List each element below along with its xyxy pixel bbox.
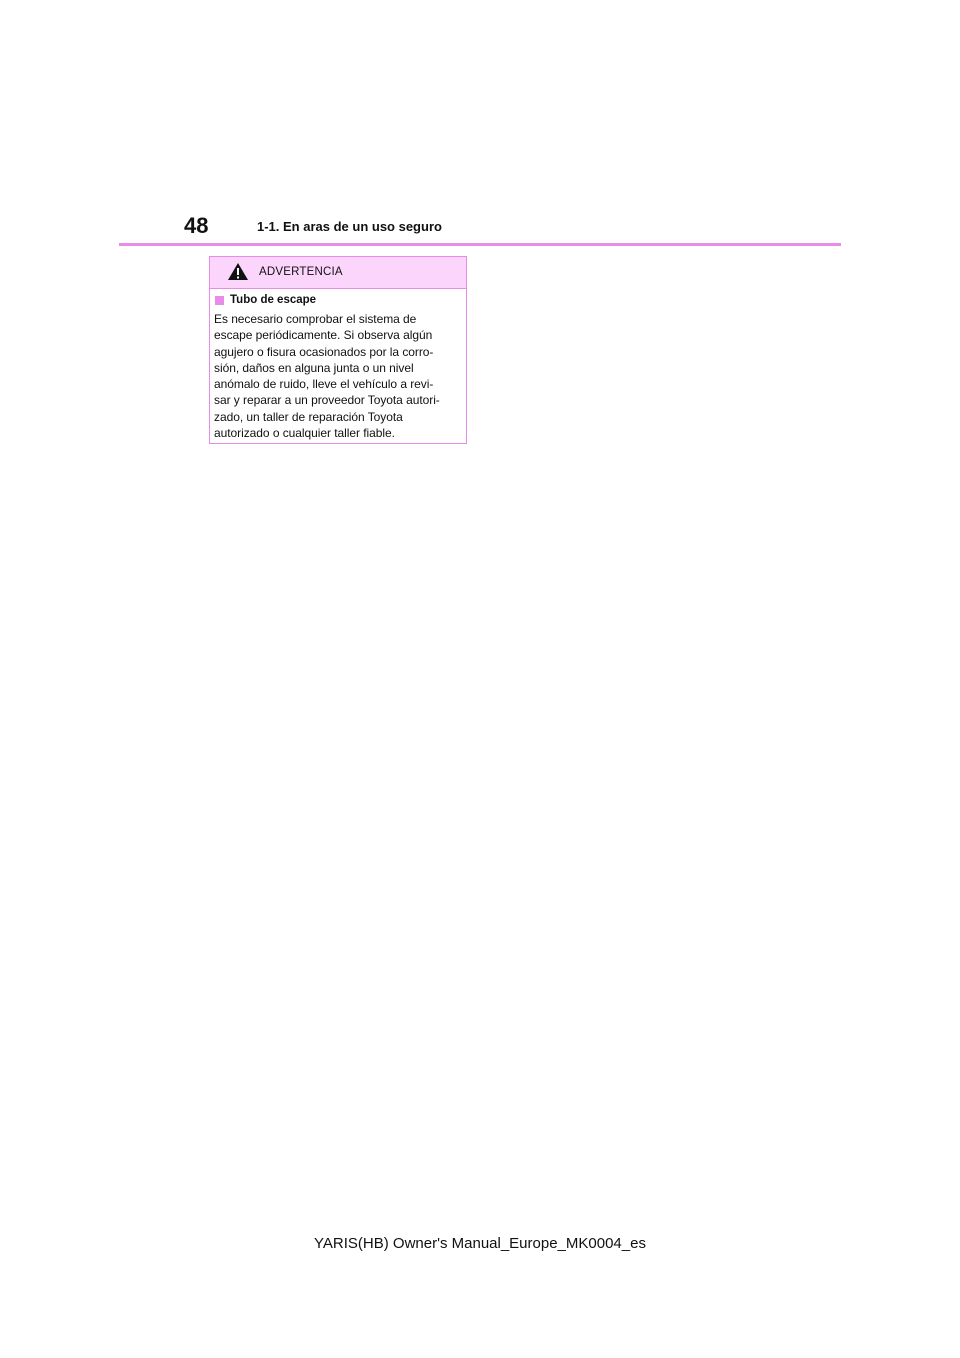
warning-body — [210, 289, 466, 441]
page-number: 48 — [184, 213, 209, 238]
warning-paragraph: Es necesario comprobar el sistema de escape periódicamente. Si observa algún agujero o fisura ocasionados por la corro- sión, daños en alguna junta o un nivel anómalo de ruido, lleve el vehículo a revi- sar y reparar a un proveedor Toyota autori- zado, un taller de reparación Toyota autorizado o cualquier taller fiable. — [214, 312, 440, 441]
footer-manual-id: YARIS(HB) Owner's Manual_Europe_MK0004_es — [314, 1235, 646, 1252]
warning-subheading — [214, 293, 460, 308]
warning-header — [210, 257, 466, 289]
warning-triangle-icon — [227, 262, 249, 281]
warning-title: ADVERTENCIA — [259, 266, 343, 278]
warning-box — [209, 256, 467, 444]
section-title: 1-1. En aras de un uso seguro — [257, 219, 442, 234]
header-divider — [119, 243, 841, 246]
square-bullet-icon — [215, 296, 224, 305]
warning-subheading-text: Tubo de escape — [230, 294, 317, 306]
